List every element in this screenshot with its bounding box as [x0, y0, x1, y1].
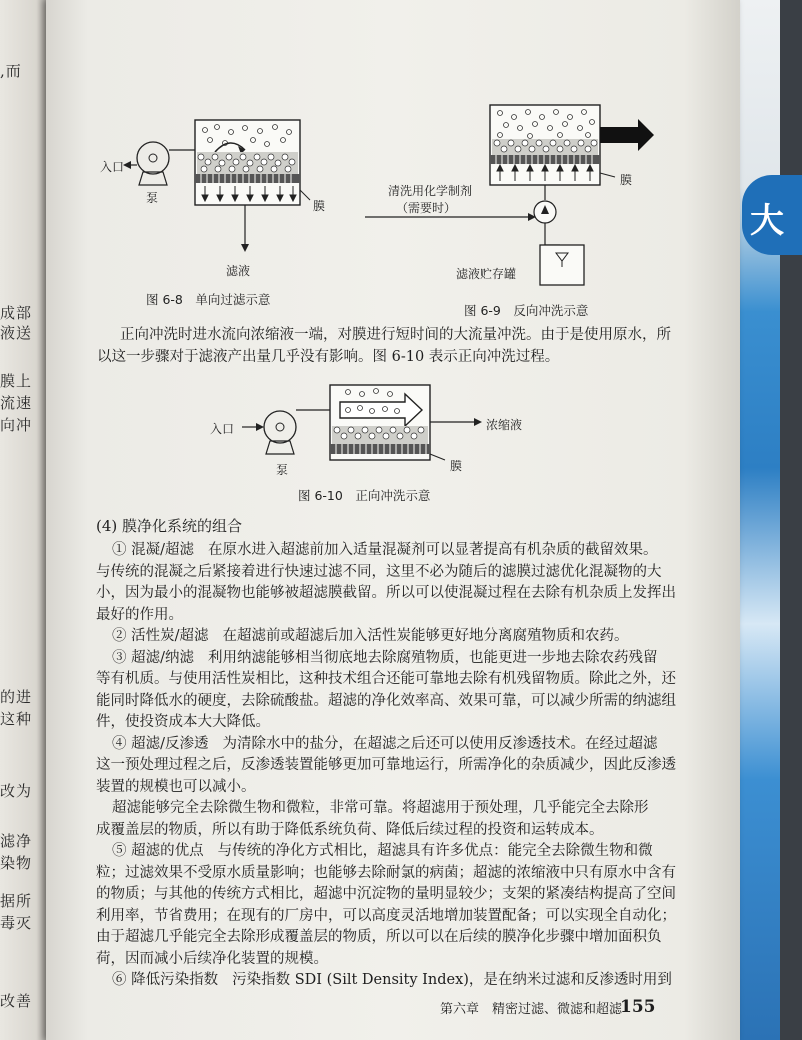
body-line: 最好的作用。 [96, 607, 183, 623]
left-page-fragment: 这种 [0, 710, 33, 728]
body-line [112, 626, 629, 646]
body-line: 超滤能够完全去除微生物和微粒，非常可靠。将超滤用于预处理，几乎能完全去除形 [112, 800, 649, 816]
left-page-fragment: 改为 [0, 782, 33, 800]
left-page-edge [0, 0, 52, 1040]
body-line: 利用率，节省费用；在现有的厂房中，可以高度灵活地增加装置配备；可以实现全自动化； [96, 908, 676, 924]
background-badge-text: 大 [750, 201, 784, 241]
item-heading: ⑤ 超滤的优点 [112, 843, 204, 859]
item-text: 为清除水中的盐分，在超滤之后还可以使用反渗透技术。在经过超滤 [222, 736, 658, 752]
item-text: 在原水进入超滤前加入适量混凝剂可以显著提高有机杂质的截留效果。 [208, 542, 658, 558]
left-page-fragment: 向冲 [0, 416, 33, 434]
item-text: 在超滤前或超滤后加入活性炭能够更好地分离腐殖物质和农药。 [222, 628, 629, 644]
body-line: 能同时降低水的硬度，去除硫酸盐。超滤的净化效率高、效果可靠，可以减少所需的纳滤组 [96, 693, 676, 709]
fig68-filtrate-label: 滤液 [226, 264, 251, 278]
fig610-membrane-label: 膜 [450, 459, 463, 473]
item-heading: ③ 超滤/纳滤 [112, 650, 194, 666]
left-page-fragment: 液送 [0, 324, 33, 342]
fig610-caption: 图 6-10 正向冲洗示意 [298, 488, 431, 503]
body-line [112, 970, 672, 990]
body-line: 小，因为最小的混凝物也能够被超滤膜截留。所以可以使混凝过程在去除有机杂质上发挥出 [96, 585, 676, 601]
footer-chapter: 第六章 精密过滤、微滤和超滤 [440, 1002, 623, 1017]
fig69-tank-label: 滤液贮存罐 [456, 267, 517, 281]
background-badge [742, 175, 802, 255]
left-page-fragment: ,而 [0, 62, 22, 80]
item-text: 与传统的净化方式相比，超滤具有许多优点：能完全去除微生物和微 [217, 843, 653, 859]
item-heading: ⑥ 降低污染指数 [112, 972, 219, 988]
left-page-fragment: 改善 [0, 992, 33, 1010]
body-line: 等有机质。与使用活性炭相比，这种技术组合还能可靠地去除有机残留物质。除此之外，还 [96, 671, 676, 687]
section-title: (4) 膜净化系统的组合 [96, 517, 243, 535]
fig68-inlet-label: 入口 [100, 160, 125, 174]
fig610-pump-label: 泵 [276, 463, 289, 477]
fig610-concentrate-label: 浓缩液 [486, 418, 523, 432]
left-page-fragment: 成部 [0, 304, 33, 322]
left-page-fragment: 染物 [0, 854, 33, 872]
body-line [112, 540, 658, 560]
fig69-membrane-label: 膜 [620, 173, 633, 187]
left-page-fragment: 据所 [0, 892, 33, 910]
body-line: 粒；过滤效果不受原水质量影响；也能够去除耐氯的病菌；超滤的浓缩液中只有原水中含有 [96, 865, 676, 881]
body-line: 荷，因而减小后续净化装置的规模。 [96, 951, 328, 967]
body-line [112, 734, 658, 754]
body-line [112, 648, 658, 668]
body-line: 成覆盖层的物质，所以有助于降低系统负荷、降低后续过程的投资和运转成本。 [96, 822, 604, 838]
body-line: 件，使投资成本大大降低。 [96, 714, 270, 730]
left-page-fragment: 的进 [0, 688, 33, 706]
item-text: 污染指数 SDI (Silt Density Index)，是在纳米过滤和反渗透时用到 [232, 972, 672, 988]
left-page-fragment: 膜上 [0, 372, 33, 390]
fig68-caption: 图 6-8 单向过滤示意 [146, 292, 271, 307]
left-page-fragment: 滤净 [0, 832, 33, 850]
fig68-membrane-label: 膜 [313, 199, 326, 213]
page-number: 155 [620, 997, 656, 1017]
fig69-caption: 图 6-9 反向冲洗示意 [464, 303, 589, 318]
para1-line2: 以这一步骤对于滤液产出量几乎没有影响。图 6-10 表示正向冲洗过程。 [97, 349, 560, 365]
fig69-chem-label: 清洗用化学制剂 [388, 184, 473, 198]
figure-6-10 [200, 380, 530, 490]
body-line: 的物质；与其他的传统方式相比，超滤中沉淀物的量明显较少；支架的紧凑结构提高了空间 [96, 886, 676, 902]
body-line: 这一预处理过程之后，反渗透装置能够更加可靠地运行，所需净化的杂质减少，因此反渗透 [96, 757, 676, 773]
item-heading: ② 活性炭/超滤 [112, 628, 209, 644]
body-line: 与传统的混凝之后紧接着进行快速过滤不同，这里不必为随后的滤膜过滤优化混凝物的大 [96, 564, 662, 580]
fig610-inlet-label: 入口 [210, 422, 235, 436]
body-line [112, 841, 653, 861]
item-text: 利用纳滤能够相当彻底地去除腐殖物质，也能更进一步地去除农药残留 [208, 650, 658, 666]
fig69-chem-note: （需要时） [396, 201, 457, 215]
left-page-fragment: 毒灭 [0, 914, 33, 932]
body-line: 装置的规模也可以减小。 [96, 779, 256, 795]
para1-line1: 正向冲洗时进水流向浓缩液一端，对膜进行短时间的大流量冲洗。由于是使用原水，所 [120, 327, 671, 343]
fig68-pump-label: 泵 [146, 191, 159, 205]
left-page-fragment: 流速 [0, 394, 33, 412]
item-heading: ④ 超滤/反渗透 [112, 736, 209, 752]
item-heading: ① 混凝/超滤 [112, 542, 194, 558]
body-line: 由于超滤几乎能完全去除形成覆盖层的物质，所以可以在后续的膜净化步骤中增加面积负 [96, 929, 662, 945]
